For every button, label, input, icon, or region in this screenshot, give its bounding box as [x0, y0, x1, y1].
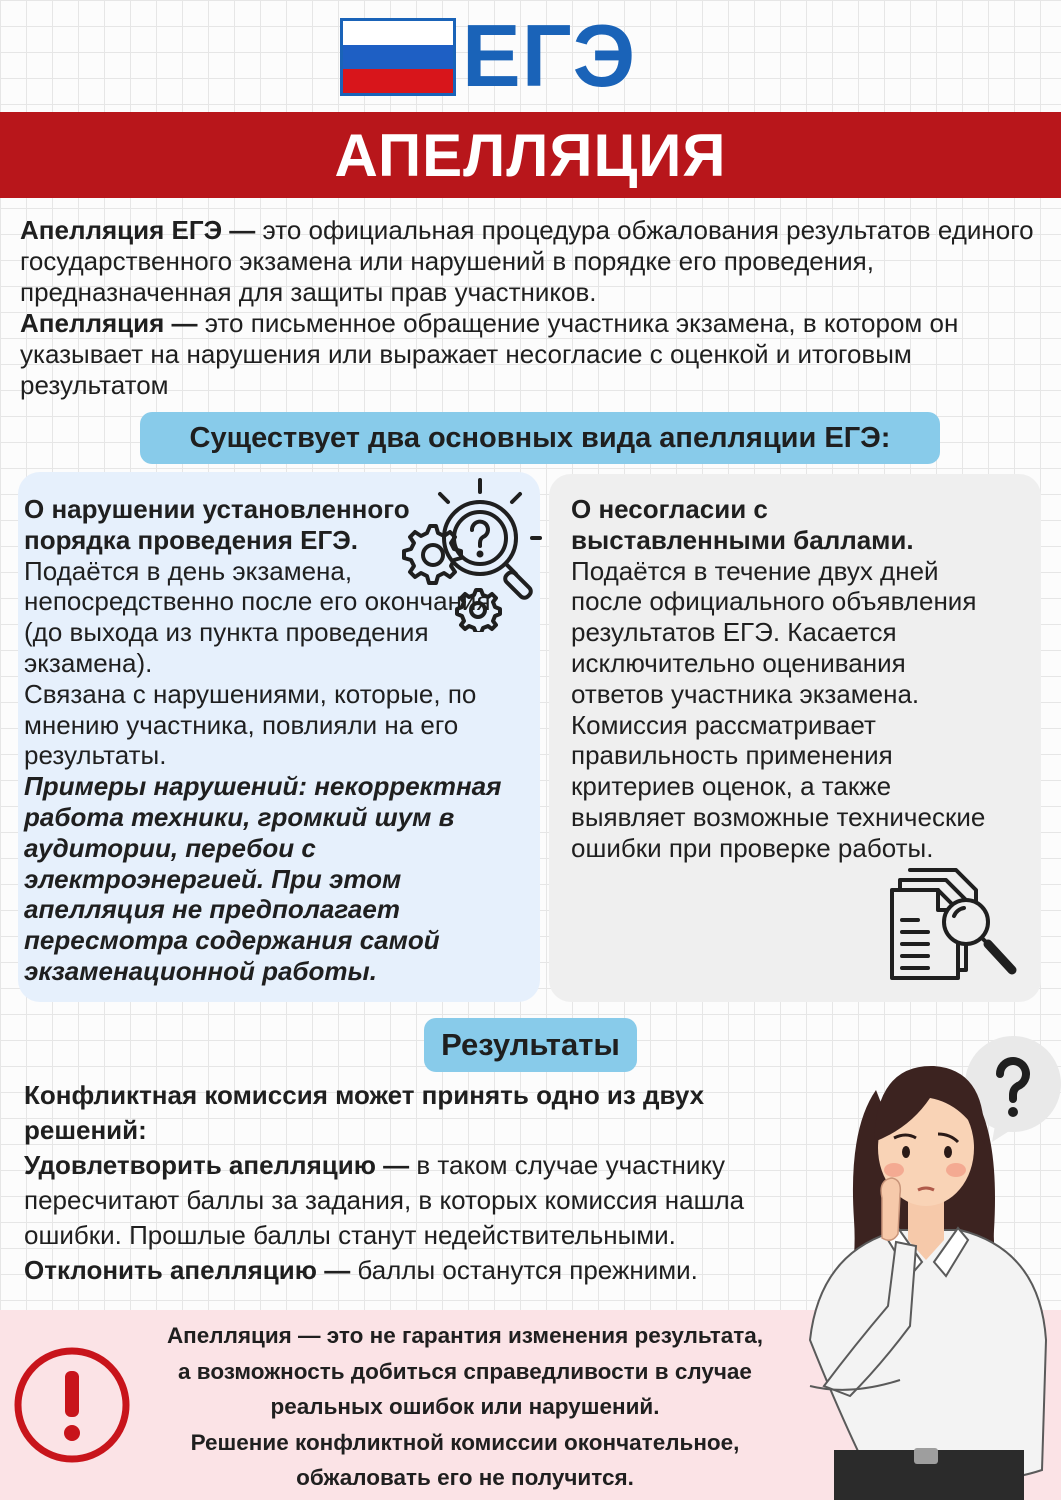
results-option-1-title: Удовлетворить апелляцию —: [24, 1150, 410, 1180]
score-appeal-title: О несогласии с выставленными баллами.: [571, 494, 914, 555]
warning-line-1: Апелляция — это не гарантия изменения результата,: [166, 1323, 764, 1348]
warning-line-3: реальных ошибок или нарушений.: [270, 1394, 660, 1419]
warning-text: [130, 1318, 800, 1496]
results-option-2: [24, 1253, 844, 1288]
violation-appeal-description: Связана с нарушениями, которые, по мнению участника, повлияли на его результаты.: [24, 678, 477, 771]
intro-paragraph-2: [20, 308, 1050, 401]
russian-flag-icon: [340, 18, 456, 96]
intro-definition-2: это письменное обращение участника экзамена, в котором он указывает на нарушения или выражает несогласие с оценкой и итоговым результатом: [20, 308, 959, 400]
warning-line-2: а возможность добиться справедливости в случае: [178, 1358, 752, 1384]
documents-magnifier-icon: [888, 864, 1020, 980]
results-option-2-title: Отклонить апелляцию —: [24, 1255, 351, 1285]
results-text: [24, 1078, 844, 1288]
intro-term-2: Апелляция —: [20, 308, 198, 338]
intro-text: [20, 215, 1050, 401]
warning-line-4: Решение конфликтной комиссии окончательное,: [190, 1429, 740, 1455]
score-appeal-description: Подаётся в течение двух дней после официального объявления результатов ЕГЭ. Касается исключительно оценивания ответов участника экзамена. Комиссия рассматривает правильность применения критериев оценок, а также выявляет возможные технические ошибки при проверке работы.: [571, 555, 986, 863]
page-title: АПЕЛЛЯЦИЯ: [0, 112, 1061, 198]
types-heading: Существует два основных вида апелляции ЕГЭ:: [140, 412, 940, 464]
thinking-girl-illustration: [790, 1030, 1061, 1500]
results-option-1-text: в таком случае участнику пересчитают баллы за задания, в которых комиссия нашла ошибки. Прошлые баллы станут недействительными.: [24, 1150, 745, 1250]
warning-line-5: обжаловать его не получится.: [296, 1465, 634, 1490]
results-option-1: [24, 1148, 834, 1253]
intro-term-1: Апелляция ЕГЭ —: [20, 215, 256, 245]
exclamation-circle-icon: [12, 1345, 132, 1465]
violation-examples: Примеры нарушений: некорректная работа техники, громкий шум в аудитории, перебои с электроэнергией. При этом апелляция не предполагает пересмотра содержания самой экзаменационной работы.: [24, 771, 502, 986]
gears-magnifier-question-icon: [396, 474, 544, 632]
results-intro: Конфликтная комиссия может принять одно из двух решений:: [24, 1080, 705, 1145]
violation-appeal-deadline: Подаётся в день экзамена, непосредственно после его окончания (до выхода из пункта проведения экзамена).: [24, 555, 491, 678]
results-option-2-text: баллы останутся прежними.: [350, 1255, 698, 1285]
intro-paragraph-1: [20, 215, 1050, 308]
violation-appeal-title: О нарушении установленного порядка проведения ЕГЭ.: [24, 494, 410, 555]
intro-definition-1: это официальная процедура обжалования результатов единого государственного экзамена или нарушений в порядке его проведения, предназначенная для защиты прав участников.: [20, 215, 1034, 307]
results-heading: Результаты: [424, 1018, 637, 1072]
score-appeal-text: [571, 494, 1021, 864]
logo-text: ЕГЭ: [462, 6, 637, 105]
